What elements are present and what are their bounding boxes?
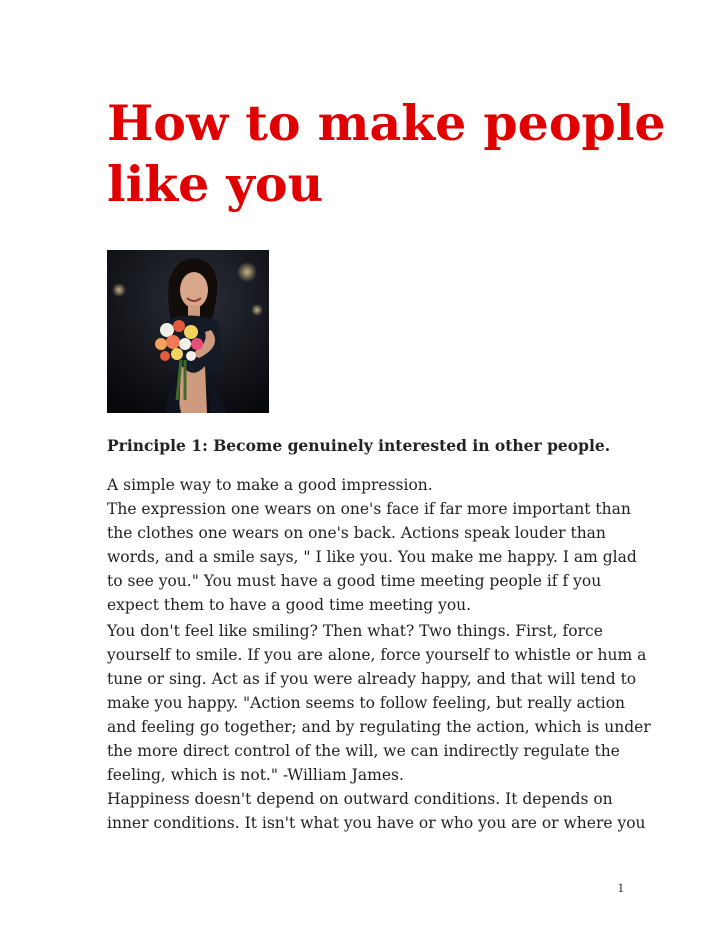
paragraph-3	[107, 787, 646, 835]
paragraph-2-line: You don't feel like smiling? Then what? Two things. First, force	[107, 622, 603, 640]
photo-illustration	[107, 250, 269, 413]
title-line-2: like you	[107, 155, 324, 213]
principle-heading: Principle 1: Become genuinely interested in other people.	[107, 436, 611, 455]
paragraph-3-line: inner conditions. It isn't what you have or who you are or where you	[107, 814, 646, 832]
paragraph-3-line: Happiness doesn't depend on outward conditions. It depends on	[107, 790, 613, 808]
paragraph-2-line: yourself to smile. If you are alone, force yourself to whistle or hum a	[107, 646, 647, 664]
paragraph-1-line: The expression one wears on one's face if far more important than	[107, 500, 631, 518]
paragraph-1-line: A simple way to make a good impression.	[107, 476, 433, 494]
page-number: 1	[617, 880, 624, 895]
page-title	[107, 93, 667, 215]
paragraph-1-line: words, and a smile says, " I like you. You make me happy. I am glad	[107, 548, 637, 566]
title-line-1: How to make people	[107, 94, 666, 152]
paragraph-2-line: tune or sing. Act as if you were already happy, and that will tend to	[107, 670, 637, 688]
woman-with-flowers-photo	[107, 250, 269, 413]
paragraph-1-line: to see you." You must have a good time meeting people if f you	[107, 572, 602, 590]
paragraph-2-line: and feeling go together; and by regulating the action, which is under	[107, 718, 651, 736]
paragraph-2-line: the more direct control of the will, we can indirectly regulate the	[107, 742, 620, 760]
paragraph-2-line: feeling, which is not." -William James.	[107, 766, 404, 784]
paragraph-2-line: make you happy. "Action seems to follow feeling, but really action	[107, 694, 626, 712]
paragraph-1-line: the clothes one wears on one's back. Actions speak louder than	[107, 524, 606, 542]
paragraph-1-line: expect them to have a good time meeting you.	[107, 596, 472, 614]
paragraph-1	[107, 473, 637, 617]
paragraph-2	[107, 619, 651, 787]
